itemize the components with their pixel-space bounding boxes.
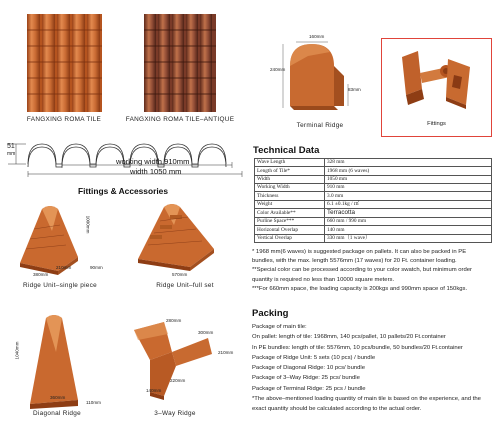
width-label: width 1050 mm (130, 167, 182, 176)
packing-line: Package of Terminal Ridge: 25 pcs / bundle (252, 385, 366, 392)
terminal-ridge-caption: Terminal Ridge (296, 122, 344, 129)
ridge-full-dim-len: 570mm (172, 272, 188, 277)
fittings-box (381, 38, 492, 137)
ridge-unit-full-image (130, 201, 240, 277)
terminal-dim-height: 240mm (270, 67, 286, 72)
profile-dim-mm: mm (7, 151, 16, 157)
fittings-section-title: Fittings & Accessories (78, 186, 168, 196)
table-row: Width 1050 mm (255, 175, 492, 183)
ridge-single-caption: Ridge Unit–single piece (22, 282, 98, 289)
table-row: Wave Length 328 mm (255, 159, 492, 167)
note-line: quantity is required no less than 10000 square meters. (252, 276, 395, 283)
note-line: **Special color can be processed according to your color swatch, but minimum order (252, 267, 473, 274)
packing-line: Package of Diagonal Ridge: 10 pcs/ bundle (252, 365, 365, 372)
table-row: Thickness 3.0 mm (255, 192, 492, 200)
three-way-dim-c: 210mm (218, 350, 234, 355)
ridge-single-dim-base: 380mm (33, 272, 49, 277)
table-row: Weight 6.1 ±0.1kg / ㎡ (255, 200, 492, 208)
packing-line: Package of 3–Way Ridge: 25 pcs/ bundle (252, 375, 360, 382)
three-way-dim-a: 280mm (166, 318, 182, 323)
packing-line: *The above–mentioned loading quantity of main tile is based on the experience, and the (252, 396, 481, 403)
terminal-ridge-image (268, 36, 368, 118)
packing-line: On pallet: length of tile: 1968mm, 140 pcs/pallet, 10 pallets/20 Ft.container (252, 334, 446, 341)
note-line: * 1968 mm(6 waves) is suggested package on pallets. It can also be packed in PE (252, 249, 467, 255)
diagonal-ridge-caption: Diagonal Ridge (33, 410, 81, 417)
working-width-label: working width 910mm (116, 157, 190, 166)
roma-tile-image (27, 14, 102, 112)
table-row: Length of Tile* 1968 mm (6 waves) (255, 167, 492, 175)
ridge-full-caption: Ridge Unit–full set (156, 282, 214, 289)
diagonal-dim-h: 110mm (86, 400, 101, 405)
packing-line: Package of Ridge Unit: 5 sets (10 pcs) / bundle (252, 354, 376, 361)
ridge-single-dim-w: 210mm (56, 265, 72, 270)
three-way-dim-d: 140mm (146, 388, 162, 393)
packing-title: Packing (252, 308, 289, 319)
fitting-bracket-image (396, 49, 478, 117)
three-way-ridge-image (128, 312, 218, 402)
table-row: Vertical Overlap 330 mm（1 wave） (255, 234, 492, 242)
roma-tile-antique-caption: FANGXING ROMA TILE–ANTIQUE (125, 116, 235, 123)
roma-tile-antique-image (144, 14, 216, 112)
table-row: Working Width 910 mm (255, 184, 492, 192)
terminal-dim-width: 160mm (309, 34, 325, 39)
note-line: ***For 660mm space, the loading capacity is 200kgs and 990mm space of 150kgs. (252, 285, 468, 292)
packing-line: Package of main tile: (252, 324, 307, 330)
profile-dim-51: 51 (7, 143, 15, 150)
diagonal-dim-len: 1040mm (14, 341, 20, 360)
three-way-ridge-caption: 3–Way Ridge (154, 410, 196, 417)
roma-tile-caption: FANGXING ROMA TILE (26, 116, 102, 123)
packing-lines (252, 322, 481, 415)
three-way-dim-b: 300mm (198, 330, 214, 335)
terminal-dim-side: 83mm (348, 87, 361, 92)
table-row: Purline Space*** 660 mm / 990 mm (255, 218, 492, 226)
table-row: Color Available** Terracotta (255, 209, 492, 218)
three-way-dim-e: 220mm (170, 378, 186, 383)
technical-data-title: Technical Data (253, 145, 320, 156)
fittings-caption: Fittings (427, 121, 446, 127)
diagonal-dim-w: 360mm (50, 395, 66, 400)
ridge-single-dim-len: 1000mm (85, 215, 91, 234)
table-row: Horizontal Overlap 140 mm (255, 226, 492, 234)
note-line: bundles, with the max. length 5576mm (17 waves) for 20 Ft. container loading. (252, 258, 457, 265)
packing-line: exact quantity should be calculated according to the actual order. (252, 406, 422, 413)
technical-data-table (254, 158, 492, 243)
packing-line: In PE bundles: length of tile: 5576mm, 10 pcs/bundle, 50 bundles/20 Ft.container (252, 344, 463, 351)
ridge-single-dim-h: 90mm (90, 265, 103, 270)
technical-notes (252, 248, 472, 294)
